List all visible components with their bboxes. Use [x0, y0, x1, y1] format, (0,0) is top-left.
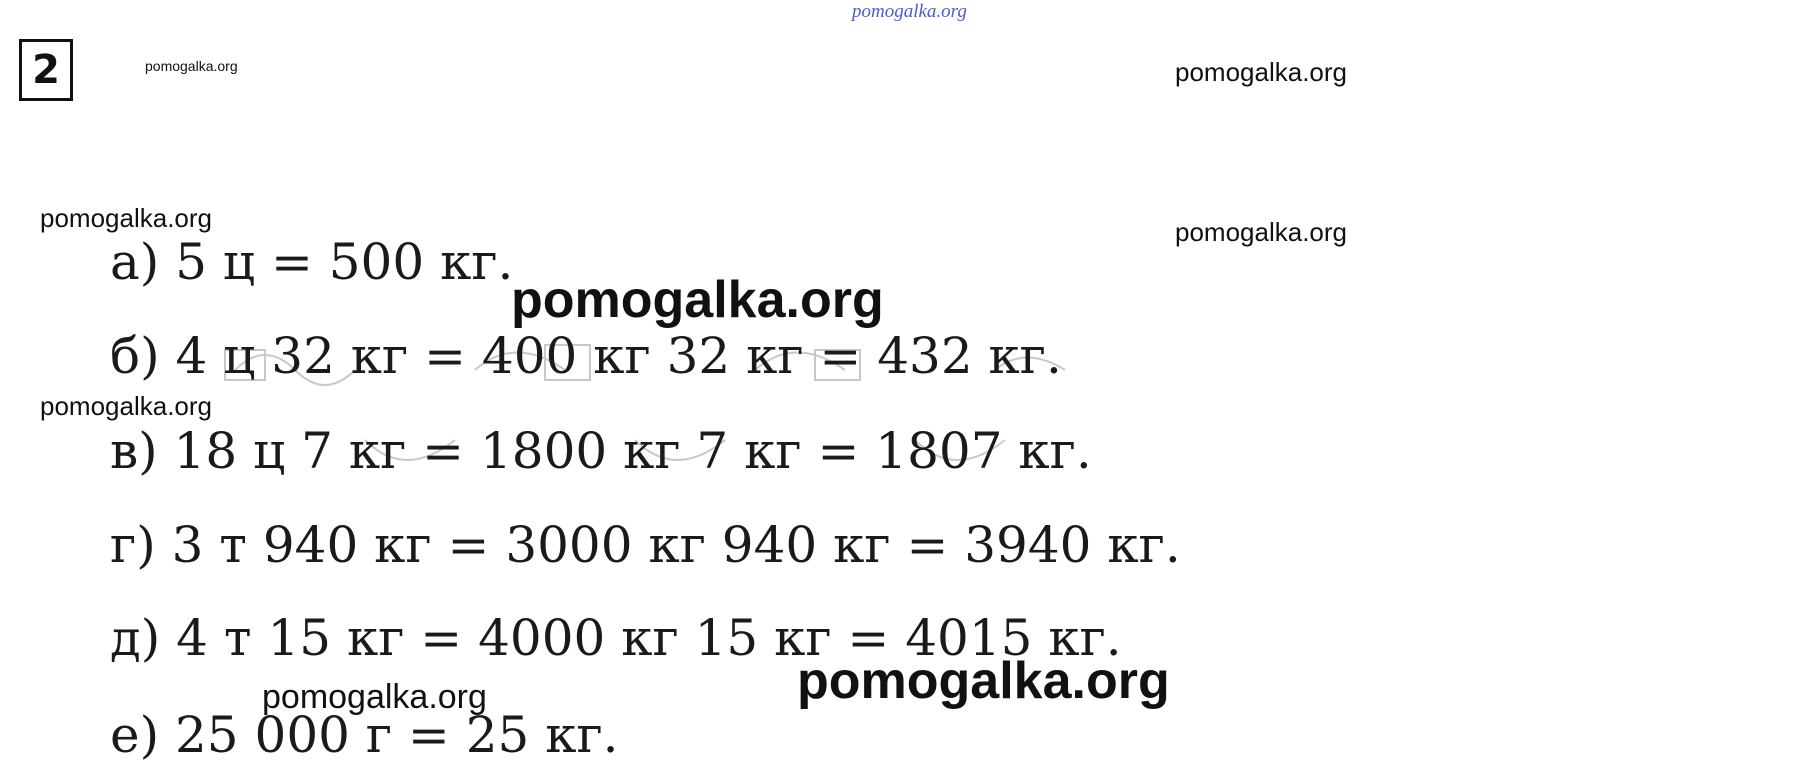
- watermark-top-right-1: pomogalka.org: [1175, 57, 1347, 87]
- solution-line-v: в) 18 ц 7 кг = 1800 кг 7 кг = 1807 кг.: [110, 422, 1092, 480]
- solution-line-a: а) 5 ц = 500 кг.: [110, 233, 514, 291]
- solution-line-e: е) 25 000 г = 25 кг.: [110, 706, 619, 764]
- solution-line-g: г) 3 т 940 кг = 3000 кг 940 кг = 3940 кг.: [110, 516, 1181, 574]
- task-number: 2: [32, 47, 60, 93]
- solution-line-b: б) 4 ц 32 кг = 400 кг 32 кг = 432 кг.: [110, 327, 1062, 385]
- watermark-left-1: pomogalka.org: [40, 203, 212, 233]
- watermark-big-1: pomogalka.org: [511, 271, 884, 329]
- watermark-top-right-2: pomogalka.org: [1175, 217, 1347, 247]
- watermark-top: pomogalka.org: [852, 1, 967, 22]
- task-number-badge: [19, 39, 73, 101]
- watermark-left-2: pomogalka.org: [40, 391, 212, 421]
- watermark-big-2: pomogalka.org: [797, 652, 1170, 710]
- watermark-middle: pomogalka.org: [262, 678, 487, 716]
- watermark-tiny: pomogalka.org: [145, 58, 238, 74]
- solution-line-d: д) 4 т 15 кг = 4000 кг 15 кг = 4015 кг.: [110, 609, 1122, 667]
